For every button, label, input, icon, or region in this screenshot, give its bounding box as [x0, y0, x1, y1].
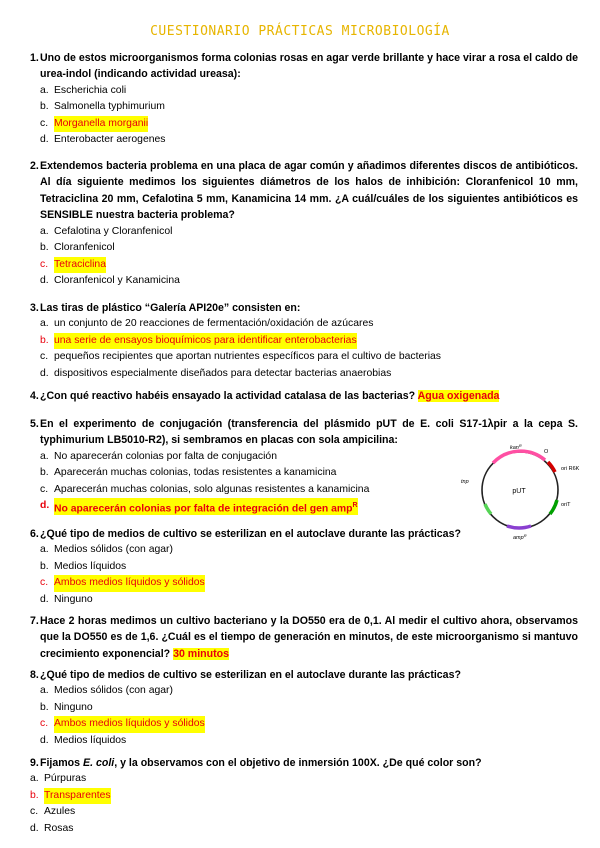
- option-d: d. Rosas: [30, 822, 74, 834]
- option-b: b. Salmonella typhimurium: [40, 101, 165, 113]
- option-c-correct: c. Tetraciclina: [40, 257, 578, 274]
- orit-label: oriT: [561, 502, 571, 508]
- question-2: [30, 158, 578, 290]
- option-a: a. Cefalotina y Cloranfenicol: [40, 225, 173, 237]
- option-b: b. Ninguno: [40, 701, 93, 713]
- ori-segment: [548, 462, 555, 472]
- option-b: b. Aparecerán muchas colonias, todas resistentes a kanamicina: [40, 467, 337, 479]
- question-number: 5.: [30, 418, 39, 430]
- question-number: 3.: [30, 302, 39, 314]
- option-c: c. pequeños recipientes que aportan nutrientes específicos para el cultivo de bacterias: [40, 351, 442, 363]
- question-number: 7.: [30, 615, 39, 627]
- option-a: a. Púrpuras: [30, 773, 87, 785]
- question-text: ¿Con qué reactivo habéis ensayado la actividad catalasa de las bacterias?: [40, 390, 416, 402]
- option-b: b. Cloranfenicol: [40, 242, 115, 254]
- option-d: d. dispositivos especialmente diseñados para detectar bacterias anaerobias: [40, 367, 392, 379]
- question-4: [30, 388, 578, 404]
- plasmid-name: pUT: [512, 488, 526, 495]
- o-label: O: [544, 449, 549, 455]
- question-text: En el experimento de conjugación (transferencia del plásmido pUT de E. coli S17-1λpir a la cepa S. typhimurium LB5010-R2), si sembramos en placas con sola ampicilina:: [40, 418, 578, 447]
- tnp-label: tnp: [461, 479, 469, 485]
- option-a: a. No aparecerán colonias por falta de conjugación: [40, 450, 277, 462]
- question-3: [30, 300, 578, 382]
- answer-text: 30 minutos: [173, 647, 230, 660]
- option-c: c. Azules: [30, 806, 76, 818]
- question-8: [30, 667, 578, 749]
- option-d-correct: d. No aparecerán colonias por falta de integración del gen amp$^R$: [40, 500, 358, 515]
- option-b-correct: b. Transparentes: [30, 788, 578, 805]
- option-d: d. Enterobacter aerogenes: [40, 134, 166, 146]
- option-a: a. Medios sólidos (con agar): [40, 685, 173, 697]
- option-c: c. Aparecerán muchas colonias, solo algunas resistentes a kanamicina: [40, 483, 370, 495]
- question-text: ¿Qué tipo de medios de cultivo se esterilizan en el autoclave durante las prácticas?: [40, 669, 461, 681]
- question-number: 6.: [30, 528, 39, 540]
- question-1: [30, 50, 578, 149]
- orit-segment: [550, 500, 557, 514]
- option-c-correct: c. Ambos medios líquidos y sólidos: [40, 575, 578, 592]
- option-a: a. Escherichia coli: [40, 84, 127, 96]
- option-d: d. Cloranfenicol y Kanamicina: [40, 275, 180, 287]
- question-text: ¿Qué tipo de medios de cultivo se esterilizan en el autoclave durante las prácticas?: [40, 528, 461, 540]
- tnp-segment: [485, 504, 491, 514]
- option-d: d. Medios líquidos: [40, 734, 127, 746]
- ori-r6k-label: ori R6K: [561, 466, 580, 472]
- question-text: Uno de estos microorganismos forma colonias rosas en agar verde brillante y hace virar a rosa el caldo de urea-indol (indicando actividad ureasa):: [40, 52, 578, 81]
- option-c-correct: c. Ambos medios líquidos y sólidos: [40, 716, 578, 733]
- option-b: b. Medios líquidos: [40, 560, 127, 572]
- option-d: d. Ninguno: [40, 593, 93, 605]
- question-text: Hace 2 horas medimos un cultivo bacteriano y la DO550 era de 0,1. Al medir el cultivo ahora, observamos que la DO550 es de 1,6. ¿Cuál es el tiempo de generación en minutos, de este microorganismo si mantuvo crecimiento exponencial?: [40, 615, 578, 660]
- page-title: CUESTIONARIO PRÁCTICAS MICROBIOLOGÍA: [150, 24, 450, 39]
- kan-label: kan$^R$: [510, 443, 522, 451]
- option-a: a. un conjunto de 20 reacciones de fermentación/oxidación de azúcares: [40, 318, 374, 330]
- option-b-correct: b. una serie de ensayos bioquímicos para identificar enterobacterias: [40, 333, 578, 350]
- question-number: 1.: [30, 52, 39, 64]
- question-number: 4.: [30, 390, 39, 402]
- question-9: [30, 755, 578, 837]
- question-6: [30, 526, 578, 608]
- kan-gene-segment: [493, 451, 545, 463]
- question-text: Las tiras de plástico “Galería API20e” consisten en:: [40, 302, 301, 314]
- question-number: 2.: [30, 160, 39, 172]
- question-number: 9.: [30, 757, 39, 769]
- question-7: [30, 613, 578, 662]
- option-a: a. Medios sólidos (con agar): [40, 544, 173, 556]
- amp-label: amp$^R$: [513, 533, 527, 541]
- question-text: Extendemos bacteria problema en una placa de agar común y añadimos diferentes discos de antibióticos. Al día siguiente medimos los siguientes diámetros de los halos de inhibición: Cloranfenicol 10 mm, Tetraciclina 20 mm, Cefalotina 5 mm, Kanamicina 14 mm. ¿A cuál/cuáles de los siguientes antibióticos es SENSIBLE nuestra bacteria problema?: [40, 160, 578, 222]
- question-number: 8.: [30, 669, 39, 681]
- option-c-correct: c. Morganella morganii: [40, 116, 578, 133]
- answer-text: Agua oxigenada: [417, 390, 500, 402]
- question-text: Fijamos E. coli, y la observamos con el objetivo de inmersión 100X. ¿De qué color son?: [40, 757, 482, 769]
